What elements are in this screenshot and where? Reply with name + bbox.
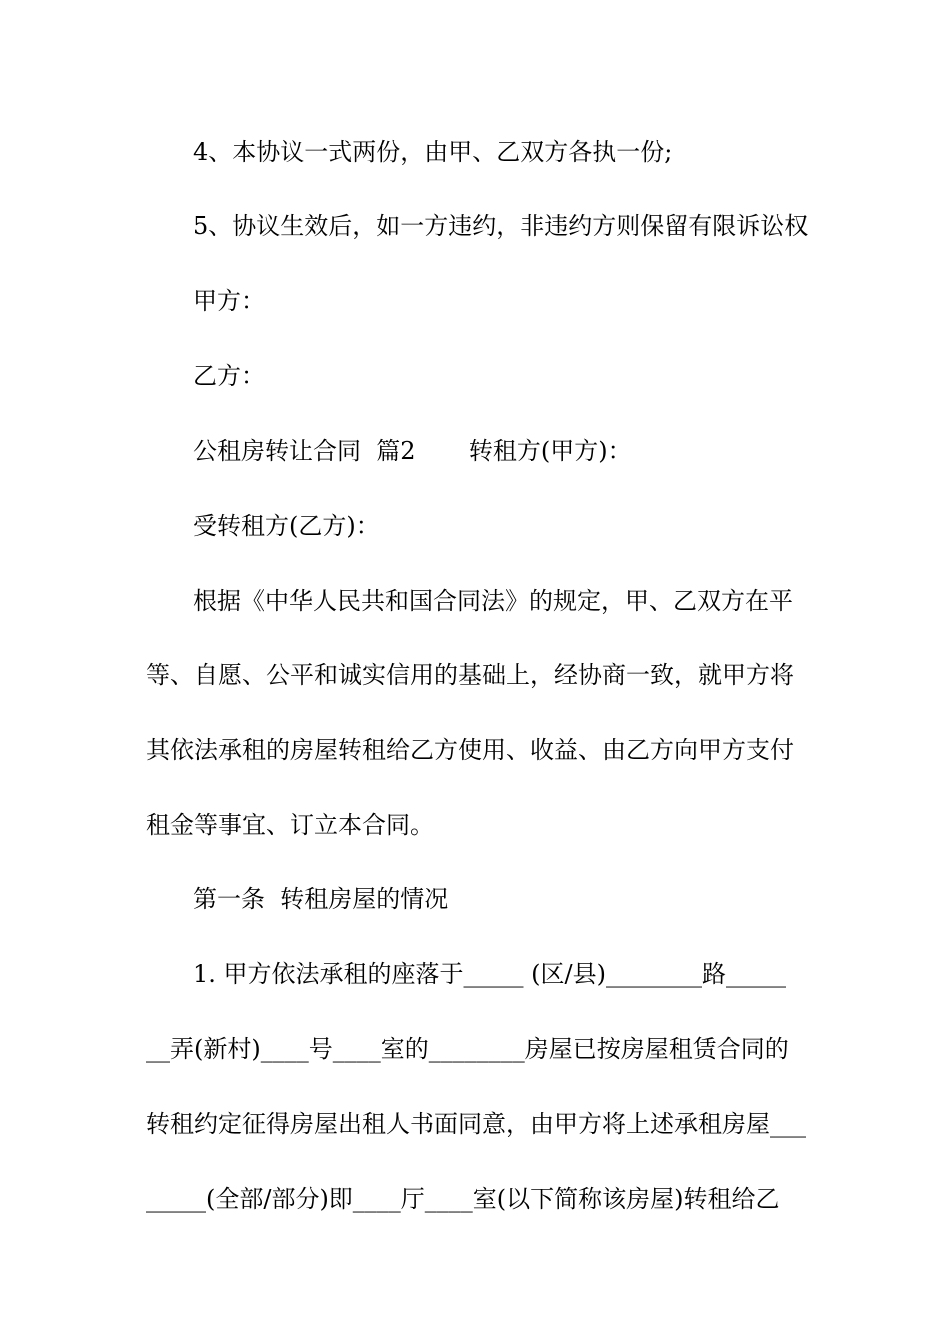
paragraph-line-2: 等、自愿、公平和诚实信用的基础上，经协商一致，就甲方将 xyxy=(146,661,794,689)
clause-line-4: _____(全部/部分)即____厅____室(以下简称该房屋)转租给乙 xyxy=(146,1185,780,1213)
clause-line-2: __弄(新村)____号____室的________房屋已按房屋租赁合同的 xyxy=(146,1035,789,1063)
section-heading: 公租房转让合同 篇2 转租方(甲方)： xyxy=(193,437,632,465)
clause-line-3: 转租约定征得房屋出租人书面同意，由甲方将上述承租房屋___ xyxy=(146,1110,806,1138)
paragraph-line-4: 租金等事宜、订立本合同。 xyxy=(146,811,434,839)
sublessee-label: 受转租方(乙方)： xyxy=(193,512,380,540)
clause-line-1: 1. 甲方依法承租的座落于_____ (区/县)________路_____ xyxy=(193,960,786,988)
text-line-1: 4、本协议一式两份，由甲、乙双方各执一份; xyxy=(193,138,673,166)
paragraph-line-1: 根据《中华人民共和国合同法》的规定，甲、乙双方在平 xyxy=(193,587,793,615)
text-line-2: 5、协议生效后，如一方违约，非违约方则保留有限诉讼权 xyxy=(193,212,809,240)
party-a-label: 甲方： xyxy=(193,287,265,315)
party-b-label: 乙方： xyxy=(193,362,265,390)
article-heading: 第一条 转租房屋的情况 xyxy=(193,885,449,913)
paragraph-line-3: 其依法承租的房屋转租给乙方使用、收益、由乙方向甲方支付 xyxy=(146,736,794,764)
